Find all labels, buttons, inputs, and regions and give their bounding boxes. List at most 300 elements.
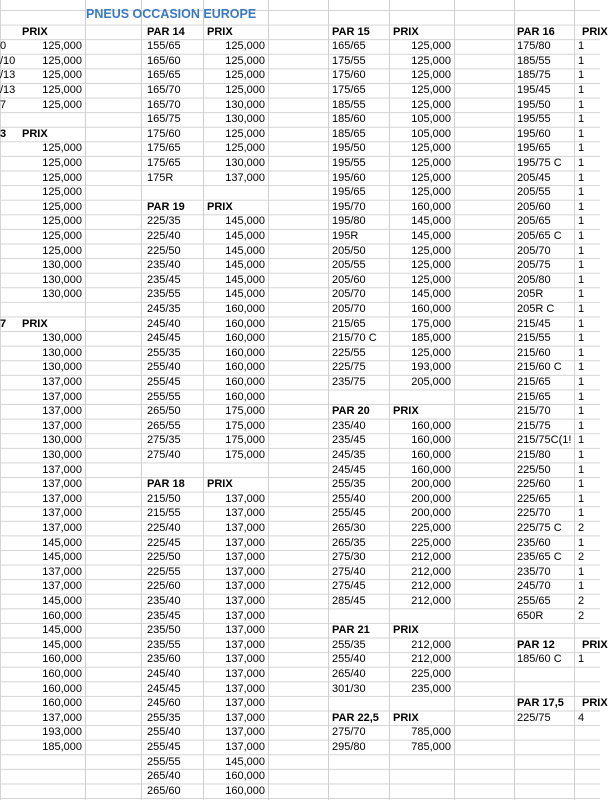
price-cell: 160,000 xyxy=(225,390,265,403)
tire-size-cell: 245/40 xyxy=(147,668,181,680)
tire-size-cell: 275/35 xyxy=(147,434,181,447)
price-cell: 125,000 xyxy=(42,98,82,111)
price-cell: 125,000 xyxy=(411,244,451,257)
tire-size-cell: 7 xyxy=(0,98,7,111)
price-cell: 1 xyxy=(578,69,585,82)
price-cell: 125,000 xyxy=(411,69,451,82)
price-cell: 1 xyxy=(578,449,585,461)
tire-size-cell: 225/50 xyxy=(147,244,181,257)
price-cell: 137,000 xyxy=(42,507,82,520)
tire-size-cell: 265/60 xyxy=(147,784,181,797)
tire-size-cell: 195R xyxy=(332,230,359,242)
tire-size-cell: 215/45 xyxy=(517,317,551,330)
price-cell: 160,000 xyxy=(42,682,82,695)
price-cell: 145,000 xyxy=(225,288,265,301)
tire-size-cell: 225/60 xyxy=(147,580,181,593)
price-header: PRIX xyxy=(582,638,608,651)
price-cell: 137,000 xyxy=(225,565,265,578)
tire-size-cell: 275/30 xyxy=(332,551,366,564)
price-cell: 160,000 xyxy=(411,419,451,432)
tire-size-cell: 255/55 xyxy=(147,390,181,403)
tire-size-cell: 255/35 xyxy=(147,346,181,359)
price-cell: 137,000 xyxy=(42,405,82,418)
price-cell: 160,000 xyxy=(411,303,451,315)
tire-size-cell: 215/70 xyxy=(517,405,551,418)
tire-size-cell: 235/40 xyxy=(147,259,181,272)
price-cell: 225,000 xyxy=(411,536,451,549)
price-cell: 125,000 xyxy=(411,346,451,359)
section-header: PAR 22,5 xyxy=(332,711,379,724)
tire-size-cell: 195/50 xyxy=(517,98,551,111)
column-divider xyxy=(454,0,455,800)
price-cell: 1 xyxy=(578,536,585,549)
tire-size-cell: 225/75 xyxy=(517,711,551,724)
price-cell: 125,000 xyxy=(42,40,82,53)
price-cell: 160,000 xyxy=(225,361,265,374)
price-header: PRIX xyxy=(393,405,419,418)
tire-size-cell: 225/35 xyxy=(147,215,181,228)
price-cell: 137,000 xyxy=(225,741,265,753)
price-cell: 212,000 xyxy=(411,551,451,564)
price-cell: 137,000 xyxy=(42,390,82,403)
price-cell: 1 xyxy=(578,390,585,403)
tire-size-cell: 235/40 xyxy=(332,419,366,432)
price-cell: 130,000 xyxy=(42,346,82,359)
tire-size-cell: 235/50 xyxy=(147,624,181,637)
price-cell: 175,000 xyxy=(225,449,265,461)
tire-size-cell: 205/50 xyxy=(332,244,366,257)
price-cell: 145,000 xyxy=(225,755,265,768)
tire-size-cell: 205/80 xyxy=(517,273,551,286)
price-cell: 145,000 xyxy=(42,551,82,564)
tire-size-cell: 205/70 xyxy=(517,244,551,257)
price-cell: 1 xyxy=(578,157,585,169)
tire-size-cell: 301/30 xyxy=(332,682,366,695)
tire-size-cell: 165/70 xyxy=(147,84,181,96)
price-cell: 1 xyxy=(578,361,585,374)
price-cell: 145,000 xyxy=(225,273,265,286)
tire-size-cell: 235/60 xyxy=(517,536,551,549)
price-cell: 137,000 xyxy=(225,653,265,666)
tire-size-cell: 215/55 xyxy=(147,507,181,520)
tire-size-cell: 275/70 xyxy=(332,726,366,739)
price-cell: 160,000 xyxy=(225,376,265,388)
price-cell: 137,000 xyxy=(225,551,265,564)
price-cell: 137,000 xyxy=(225,711,265,724)
tire-size-cell: /10 xyxy=(0,54,16,67)
price-cell: 125,000 xyxy=(411,142,451,155)
price-cell: 125,000 xyxy=(411,171,451,184)
price-cell: 137,000 xyxy=(225,580,265,593)
price-cell: 125,000 xyxy=(42,157,82,169)
tire-size-cell: 175/65 xyxy=(332,84,366,96)
price-cell: 1 xyxy=(578,127,585,140)
tire-size-cell: 175/80 xyxy=(517,40,551,53)
tire-size-cell: 235/45 xyxy=(332,434,366,447)
price-cell: 137,000 xyxy=(42,492,82,505)
tire-size-cell: /13 xyxy=(0,84,16,96)
price-cell: 1 xyxy=(578,244,585,257)
tire-size-cell: 225/50 xyxy=(147,551,181,564)
tire-size-cell: 245/70 xyxy=(517,580,551,593)
price-cell: 2 xyxy=(578,609,585,622)
tire-size-cell: 195/65 xyxy=(332,186,366,199)
tire-size-cell: 185/75 xyxy=(517,69,551,82)
price-cell: 137,000 xyxy=(42,478,82,491)
price-cell: 130,000 xyxy=(42,434,82,447)
price-cell: 145,000 xyxy=(225,215,265,228)
price-cell: 1 xyxy=(578,171,585,184)
tire-size-cell: 215/65 xyxy=(332,317,366,330)
price-cell: 137,000 xyxy=(225,624,265,637)
tire-size-cell: 225/75 C xyxy=(517,522,562,534)
tire-size-cell: 255/45 xyxy=(147,376,181,388)
price-cell: 125,000 xyxy=(42,142,82,155)
price-cell: 145,000 xyxy=(225,244,265,257)
price-cell: 1 xyxy=(578,142,585,155)
price-header: PRIX xyxy=(207,200,233,213)
price-cell: 130,000 xyxy=(42,288,82,301)
tire-size-cell: 205/70 xyxy=(332,288,366,301)
price-cell: 125,000 xyxy=(225,84,265,96)
price-cell: 130,000 xyxy=(42,332,82,345)
tire-size-cell: 245/35 xyxy=(147,303,181,315)
section-header: PAR 21 xyxy=(332,624,370,637)
price-cell: 105,000 xyxy=(411,113,451,126)
tire-size-cell: 255/40 xyxy=(147,361,181,374)
price-cell: 130,000 xyxy=(225,113,265,126)
tire-size-cell: 275/40 xyxy=(147,449,181,461)
price-cell: 160,000 xyxy=(225,332,265,345)
tire-size-cell: 225/65 xyxy=(517,492,551,505)
price-cell: 125,000 xyxy=(411,273,451,286)
tire-size-cell: 255/35 xyxy=(147,711,181,724)
price-cell: 137,000 xyxy=(225,171,265,184)
tire-size-cell: 225/55 xyxy=(332,346,366,359)
price-cell: 160,000 xyxy=(42,653,82,666)
tire-size-cell: 185/60 xyxy=(332,113,366,126)
price-cell: 137,000 xyxy=(42,711,82,724)
price-cell: 160,000 xyxy=(225,303,265,315)
tire-size-cell: 215/60 xyxy=(517,346,551,359)
tire-size-cell: 265/40 xyxy=(147,770,181,783)
price-cell: 235,000 xyxy=(411,682,451,695)
tire-size-cell: 275/40 xyxy=(332,565,366,578)
tire-size-cell: 165/65 xyxy=(332,40,366,53)
tire-size-cell: 205R xyxy=(517,288,544,301)
price-cell: 1 xyxy=(578,332,585,345)
tire-size-cell: 175/65 xyxy=(147,157,181,169)
price-cell: 1 xyxy=(578,259,585,272)
tire-size-cell: 265/40 xyxy=(332,668,366,680)
price-cell: 1 xyxy=(578,653,585,666)
price-cell: 1 xyxy=(578,405,585,418)
price-cell: 1 xyxy=(578,273,585,286)
price-cell: 193,000 xyxy=(411,361,451,374)
price-cell: 160,000 xyxy=(225,346,265,359)
section-header: PAR 19 xyxy=(147,200,185,213)
price-cell: 145,000 xyxy=(42,595,82,607)
tire-size-cell: 255/45 xyxy=(332,507,366,520)
price-cell: 125,000 xyxy=(42,200,82,213)
price-cell: 125,000 xyxy=(411,157,451,169)
price-header: PRIX xyxy=(22,127,48,140)
price-cell: 137,000 xyxy=(42,565,82,578)
price-cell: 1 xyxy=(578,54,585,67)
tire-size-cell: 235/55 xyxy=(147,288,181,301)
price-cell: 205,000 xyxy=(411,376,451,388)
price-cell: 125,000 xyxy=(42,84,82,96)
price-cell: 130,000 xyxy=(225,157,265,169)
tire-size-cell: 275/45 xyxy=(332,580,366,593)
price-cell: 1 xyxy=(578,565,585,578)
tire-size-cell: 155/65 xyxy=(147,40,181,53)
price-cell: 185,000 xyxy=(42,741,82,753)
tire-size-cell: 225/75 xyxy=(332,361,366,374)
price-cell: 1 xyxy=(578,580,585,593)
price-cell: 185,000 xyxy=(411,332,451,345)
tire-size-cell: 195/60 xyxy=(517,127,551,140)
price-cell: 1 xyxy=(578,434,585,447)
tire-size-cell: 245/40 xyxy=(147,317,181,330)
price-cell: 137,000 xyxy=(225,595,265,607)
price-cell: 1 xyxy=(578,419,585,432)
price-cell: 137,000 xyxy=(225,726,265,739)
price-cell: 125,000 xyxy=(225,40,265,53)
tire-size-cell: 295/80 xyxy=(332,741,366,753)
tire-size-cell: 255/40 xyxy=(332,653,366,666)
section-header: PAR 16 xyxy=(517,25,555,38)
tire-size-cell: 215/65 xyxy=(517,390,551,403)
tire-size-cell: 225/50 xyxy=(517,463,551,476)
price-cell: 160,000 xyxy=(225,770,265,783)
price-cell: 125,000 xyxy=(42,69,82,82)
tire-size-cell: 165/60 xyxy=(147,54,181,67)
price-cell: 145,000 xyxy=(42,624,82,637)
price-cell: 212,000 xyxy=(411,565,451,578)
tire-size-cell: 205R C xyxy=(517,303,555,315)
price-cell: 160,000 xyxy=(411,449,451,461)
price-cell: 130,000 xyxy=(42,361,82,374)
tire-size-cell: 255/40 xyxy=(147,726,181,739)
tire-size-cell: 195/60 xyxy=(332,171,366,184)
section-header: PAR 17,5 xyxy=(517,697,564,710)
price-cell: 200,000 xyxy=(411,507,451,520)
price-cell: 145,000 xyxy=(411,288,451,301)
section-header: PAR 12 xyxy=(517,638,555,651)
tire-size-cell: /13 xyxy=(0,69,16,82)
section-header: PAR 15 xyxy=(332,25,370,38)
tire-size-cell: 195/55 xyxy=(517,113,551,126)
tire-size-cell: 205/70 xyxy=(332,303,366,315)
column-divider xyxy=(268,0,269,800)
price-cell: 160,000 xyxy=(411,200,451,213)
price-cell: 125,000 xyxy=(411,98,451,111)
price-cell: 105,000 xyxy=(411,127,451,140)
tire-size-cell: 195/55 xyxy=(332,157,366,169)
price-cell: 137,000 xyxy=(42,463,82,476)
price-cell: 2 xyxy=(578,595,585,607)
tire-size-cell: 225/60 xyxy=(517,478,551,491)
price-cell: 137,000 xyxy=(225,682,265,695)
price-cell: 145,000 xyxy=(411,230,451,242)
price-cell: 125,000 xyxy=(42,215,82,228)
tire-size-cell: 165/65 xyxy=(147,69,181,82)
price-cell: 1 xyxy=(578,346,585,359)
tire-size-cell: 265/55 xyxy=(147,419,181,432)
tire-size-cell: 205/60 xyxy=(517,200,551,213)
price-header: PRIX xyxy=(22,25,48,38)
price-cell: 137,000 xyxy=(42,522,82,534)
column-divider xyxy=(574,0,575,800)
tire-size-cell: 650R xyxy=(517,609,544,622)
tire-size-cell: 265/50 xyxy=(147,405,181,418)
section-header: PAR 18 xyxy=(147,478,185,491)
tire-size-cell: 235/45 xyxy=(147,273,181,286)
price-cell: 175,000 xyxy=(411,317,451,330)
price-cell: 160,000 xyxy=(411,434,451,447)
price-cell: 1 xyxy=(578,303,585,315)
price-cell: 137,000 xyxy=(42,580,82,593)
price-cell: 160,000 xyxy=(42,697,82,710)
price-cell: 160,000 xyxy=(225,784,265,797)
price-cell: 200,000 xyxy=(411,478,451,491)
price-cell: 125,000 xyxy=(42,186,82,199)
price-cell: 125,000 xyxy=(42,230,82,242)
price-cell: 1 xyxy=(578,113,585,126)
column-divider xyxy=(328,0,329,800)
tire-size-cell: 215/60 C xyxy=(517,361,562,374)
price-cell: 125,000 xyxy=(42,244,82,257)
price-cell: 1 xyxy=(578,463,585,476)
tire-size-cell: 195/75 C xyxy=(517,157,562,169)
tire-size-cell: 235/70 xyxy=(517,565,551,578)
tire-size-cell: 235/55 xyxy=(147,638,181,651)
row-label: 3 xyxy=(0,127,7,140)
price-cell: 125,000 xyxy=(411,186,451,199)
price-cell: 137,000 xyxy=(225,492,265,505)
tire-size-cell: 215/80 xyxy=(517,449,551,461)
tire-size-cell: 205/60 xyxy=(332,273,366,286)
column-divider xyxy=(85,0,86,800)
price-cell: 2 xyxy=(578,551,585,564)
tire-size-cell: 175/60 xyxy=(147,127,181,140)
price-cell: 1 xyxy=(578,200,585,213)
tire-size-cell: 235/75 xyxy=(332,376,366,388)
tire-size-cell: 0 xyxy=(0,40,7,53)
tire-size-cell: 215/70 C xyxy=(332,332,377,345)
tire-size-cell: 175/60 xyxy=(332,69,366,82)
price-cell: 125,000 xyxy=(411,40,451,53)
price-cell: 1 xyxy=(578,40,585,53)
price-cell: 4 xyxy=(578,711,585,724)
price-cell: 125,000 xyxy=(225,127,265,140)
tire-size-cell: 205/65 C xyxy=(517,230,562,242)
tire-size-cell: 215/75C(1! xyxy=(517,434,572,447)
tire-size-cell: 255/65 xyxy=(517,595,551,607)
price-cell: 1 xyxy=(578,376,585,388)
price-cell: 785,000 xyxy=(411,726,451,739)
price-cell: 145,000 xyxy=(225,230,265,242)
tire-size-cell: 195/80 xyxy=(332,215,366,228)
price-cell: 130,000 xyxy=(42,259,82,272)
tire-size-cell: 285/45 xyxy=(332,595,366,607)
tire-size-cell: 195/50 xyxy=(332,142,366,155)
section-header: PAR 20 xyxy=(332,405,370,418)
price-header: PRIX xyxy=(582,697,608,710)
tire-size-cell: 175R xyxy=(147,171,174,184)
price-cell: 1 xyxy=(578,215,585,228)
price-cell: 130,000 xyxy=(42,273,82,286)
price-cell: 212,000 xyxy=(411,580,451,593)
tire-size-cell: 245/45 xyxy=(332,463,366,476)
price-cell: 160,000 xyxy=(42,609,82,622)
tire-size-cell: 255/35 xyxy=(332,478,366,491)
price-cell: 137,000 xyxy=(225,668,265,680)
tire-size-cell: 225/45 xyxy=(147,536,181,549)
price-cell: 145,000 xyxy=(225,259,265,272)
sheet-title: PNEUS OCCASION EUROPE xyxy=(86,7,257,21)
tire-size-cell: 215/55 xyxy=(517,332,551,345)
price-cell: 1 xyxy=(578,478,585,491)
price-cell: 160,000 xyxy=(42,668,82,680)
tire-size-cell: 205/75 xyxy=(517,259,551,272)
price-cell: 1 xyxy=(578,230,585,242)
row-label: 7 xyxy=(0,317,7,330)
price-cell: 1 xyxy=(578,186,585,199)
price-cell: 137,000 xyxy=(225,522,265,534)
price-cell: 212,000 xyxy=(411,638,451,651)
price-cell: 1 xyxy=(578,507,585,520)
tire-size-cell: 215/50 xyxy=(147,492,181,505)
tire-size-cell: 185/55 xyxy=(517,54,551,67)
price-cell: 125,000 xyxy=(411,54,451,67)
column-divider xyxy=(514,0,515,800)
tire-size-cell: 165/70 xyxy=(147,98,181,111)
tire-size-cell: 205/55 xyxy=(517,186,551,199)
tire-size-cell: 175/65 xyxy=(147,142,181,155)
price-cell: 125,000 xyxy=(225,54,265,67)
tire-size-cell: 265/35 xyxy=(332,536,366,549)
tire-size-cell: 185/65 xyxy=(332,127,366,140)
tire-size-cell: 205/45 xyxy=(517,171,551,184)
tire-size-cell: 225/40 xyxy=(147,230,181,242)
tire-size-cell: 255/35 xyxy=(332,638,366,651)
price-cell: 145,000 xyxy=(42,638,82,651)
price-cell: 137,000 xyxy=(225,609,265,622)
tire-size-cell: 235/60 xyxy=(147,653,181,666)
tire-size-cell: 165/75 xyxy=(147,113,181,126)
price-cell: 130,000 xyxy=(225,98,265,111)
tire-size-cell: 255/45 xyxy=(147,741,181,753)
tire-size-cell: 225/40 xyxy=(147,522,181,534)
column-divider xyxy=(141,0,142,800)
price-cell: 193,000 xyxy=(42,726,82,739)
tire-size-cell: 225/55 xyxy=(147,565,181,578)
price-header: PRIX xyxy=(22,317,48,330)
tire-size-cell: 265/30 xyxy=(332,522,366,534)
price-cell: 125,000 xyxy=(225,142,265,155)
price-cell: 145,000 xyxy=(411,215,451,228)
price-cell: 200,000 xyxy=(411,492,451,505)
price-cell: 137,000 xyxy=(42,376,82,388)
price-cell: 125,000 xyxy=(411,259,451,272)
price-cell: 160,000 xyxy=(411,463,451,476)
price-cell: 212,000 xyxy=(411,595,451,607)
tire-size-cell: 235/45 xyxy=(147,609,181,622)
price-cell: 1 xyxy=(578,98,585,111)
price-cell: 1 xyxy=(578,492,585,505)
